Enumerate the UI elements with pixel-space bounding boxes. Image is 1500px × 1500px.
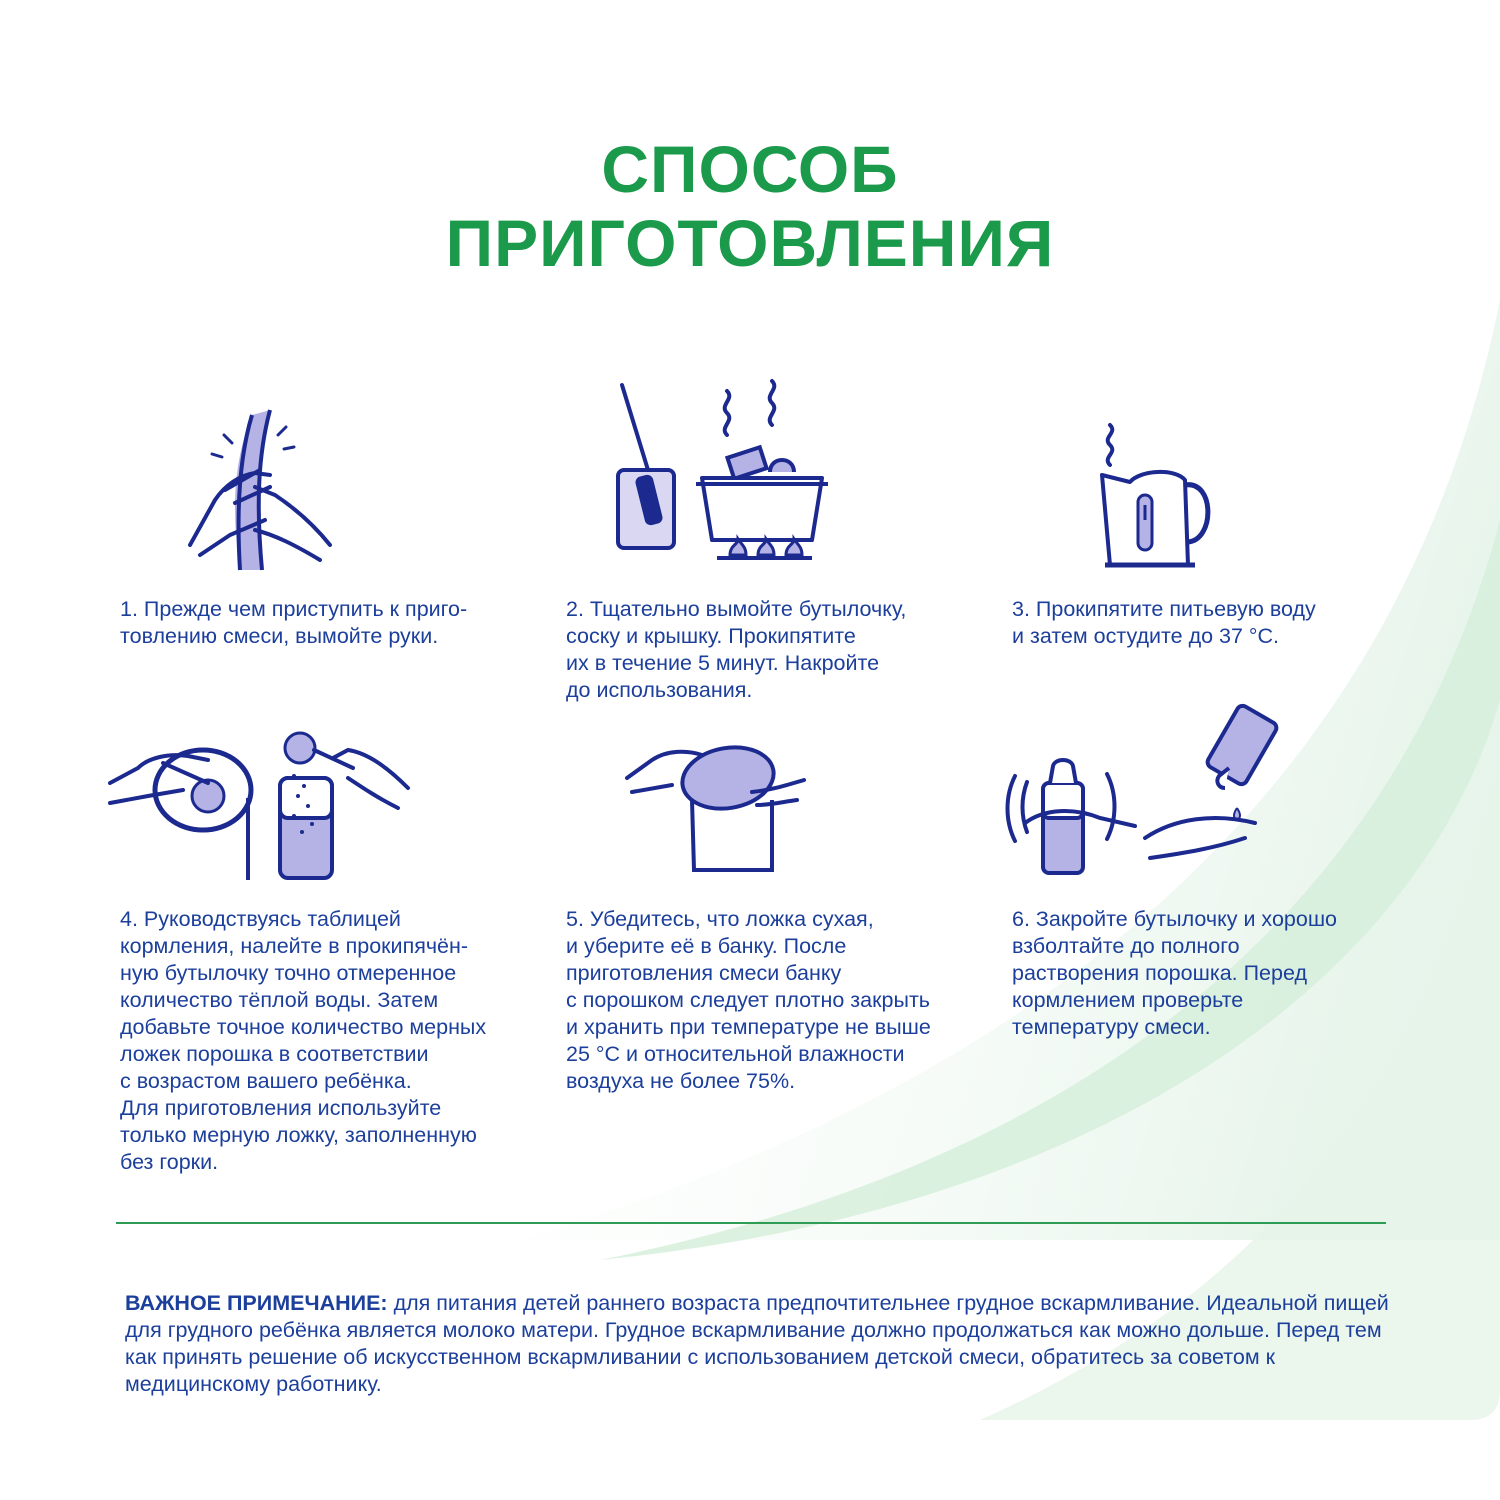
note-body: для питания детей раннего возраста предпочтительнее грудное вскармливание. Идеальной пищей для грудного ребёнка является молоко матери. Грудное вскармливание должно продолжаться как можно дольше. Перед тем как принять решение об искусственном вскармливании с использованием детской смеси, обратитесь за советом к медицинскому работнику. xyxy=(125,1291,1389,1396)
kettle-icon xyxy=(1090,420,1220,570)
step-3-text: 3. Прокипятите питьевую воду и затем остудите до 37 °С. xyxy=(1012,597,1316,648)
step-4-text: 4. Руководствуясь таблицей кормления, налейте в прокипячён- ную бутылочку точно отмеренное количество тёплой воды. Затем добавьте точное количество мерных ложек порошка в соответствии с возрастом вашего ребёнка. Для приготовления используйте только мерную ложку, заполненную без горки. xyxy=(120,907,487,1174)
title-line-2: ПРИГОТОВЛЕНИЯ xyxy=(445,206,1055,280)
step-1-text: 1. Прежде чем приступить к приго- товлению смеси, вымойте руки. xyxy=(120,597,468,648)
washing-hands-icon xyxy=(170,395,345,570)
step-5-text: 5. Убедитесь, что ложка сухая, и уберите её в банку. После приготовления смеси банку с порошком следует плотно закрыть и хранить при температуре не выше 25 °С и относительной влажности воздуха не более 75%. xyxy=(566,907,931,1093)
sterilize-bottle-icon xyxy=(612,380,837,560)
title-line-1: СПОСОБ xyxy=(601,132,899,206)
divider-line xyxy=(116,1222,1386,1224)
page-title xyxy=(0,132,1500,280)
step-6-text: 6. Закройте бутылочку и хорошо взболтайте до полного растворения порошка. Перед кормлением проверьте температуру смеси. xyxy=(1012,907,1338,1039)
measure-powder-icon xyxy=(108,728,413,880)
shake-test-bottle-icon xyxy=(1005,708,1275,878)
close-can-icon xyxy=(622,730,807,875)
important-note xyxy=(125,1290,1415,1398)
step-2-text: 2. Тщательно вымойте бутылочку, соску и крышку. Прокипятите их в течение 5 минут. Накройте до использования. xyxy=(566,597,907,702)
note-lead: ВАЖНОЕ ПРИМЕЧАНИЕ: xyxy=(125,1291,388,1315)
